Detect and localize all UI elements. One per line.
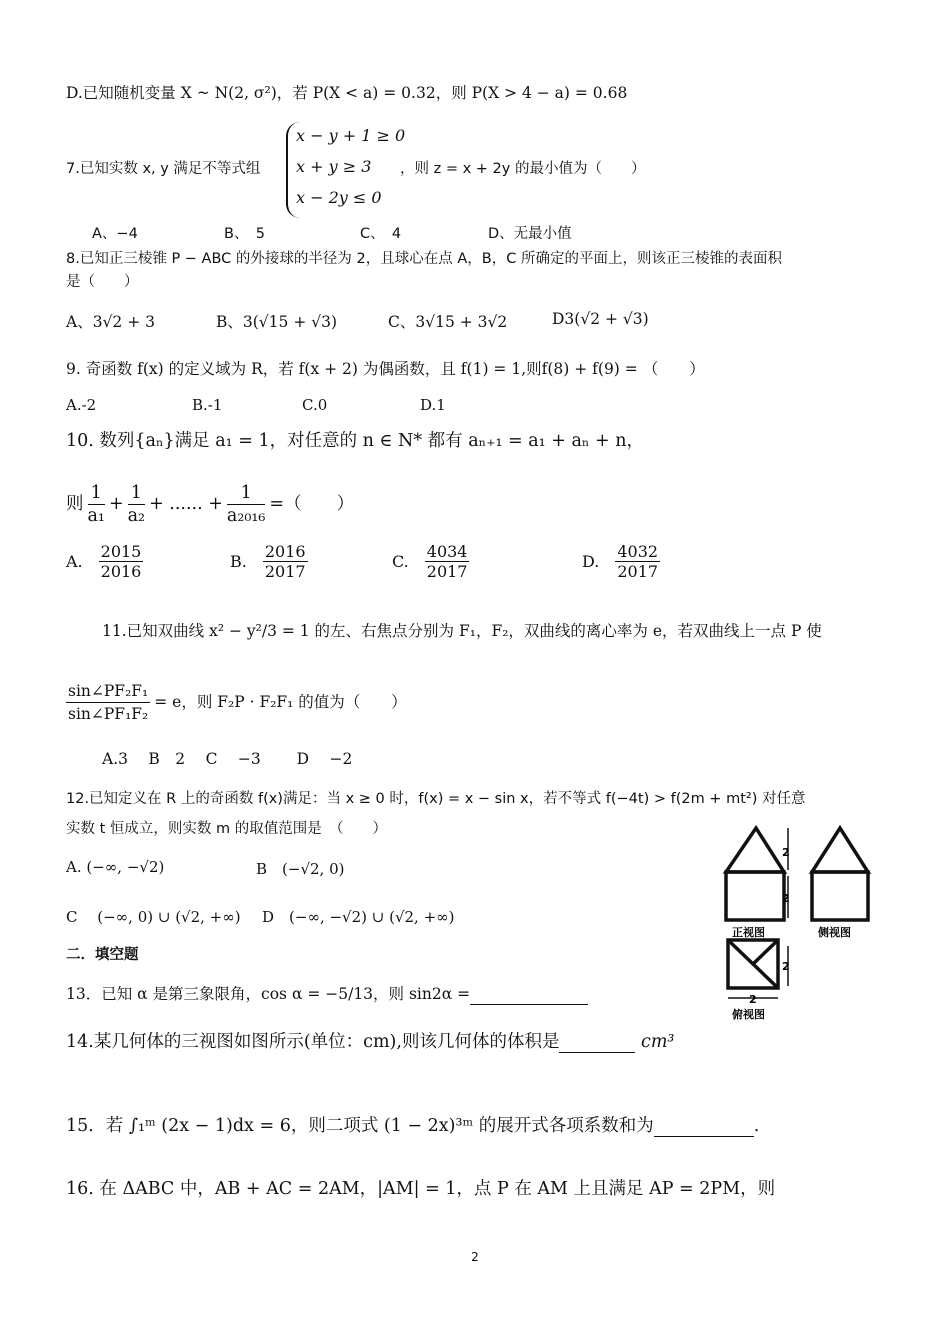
q6-option-d: D.已知随机变量 X ~ N(2, σ²)，若 P(X < a) = 0.32，则 P(X > 4 − a) = 0.68 xyxy=(66,84,628,102)
top-view-label: 俯视图 xyxy=(732,1008,765,1021)
q7-opt-a: A、−4 xyxy=(92,226,138,242)
q9-text: 9. 奇函数 f(x) 的定义域为 R，若 f(x + 2) 为偶函数，且 f(1) = 1,则f(8) + f(9) = （ ） xyxy=(66,360,705,378)
section-fill-in: 二．填空题 xyxy=(66,947,139,963)
q7-suffix: ，则 z = x + 2y 的最小值为（ ） xyxy=(400,161,646,177)
q10-frac-1: $\frac{1}{\text{a₁}}$ xyxy=(87,482,105,526)
q8-opt-c: C、3√15 + 3√2 xyxy=(388,313,508,331)
three-view-figure xyxy=(718,822,893,1032)
q11-line-2: $\frac{\text{sin∠PF₂F₁}}{\text{sin∠PF₁F₂}}$ = e，则 F₂P · F₂F₁ 的值为（ ） xyxy=(68,681,407,723)
q7-ineq-3: x − 2y ≤ 0 xyxy=(296,188,382,207)
front-view-roof xyxy=(726,828,784,872)
q10-opt-b: B. $\frac{2016}{2017}$ xyxy=(230,542,306,581)
q16-text: 16. 在 ΔABC 中，AB + AC = 2AM，|AM| = 1，点 P 在 AM 上且满足 AP = 2PM，则 xyxy=(66,1179,776,1199)
q8-opt-a: A、3√2 + 3 xyxy=(66,313,155,331)
q11-options: A.3 B 2 C −3 D −2 xyxy=(102,750,353,768)
q9-opt-c: C.0 xyxy=(302,396,328,414)
q7-prefix: 7.已知实数 x, y 满足不等式组 xyxy=(66,161,261,177)
dim-d: 2 xyxy=(749,993,757,1006)
q10-frac-3: $\frac{1}{\text{a₂₀₁₆}}$ xyxy=(226,482,266,526)
q15-text: 15．若 ∫₁ᵐ (2x − 1)dx = 6，则二项式 (1 − 2x)³ᵐ 的展开式各项系数和为 . xyxy=(66,1116,760,1136)
q10-opt-a: A. $\frac{2015}{2016}$ xyxy=(66,542,142,581)
q12-opt-a: A. (−∞, −√2) xyxy=(66,858,165,876)
q7-opt-c: C、 4 xyxy=(360,226,402,242)
q8-opt-d: D3(√2 + √3) xyxy=(552,310,649,328)
q9-opt-b: B.-1 xyxy=(192,396,223,414)
q8-opt-b: B、3(√15 + √3) xyxy=(216,313,338,331)
q12-opt-c: C (−∞, 0) ∪ (√2, +∞) xyxy=(66,908,241,926)
q11-frac: $\frac{\text{sin∠PF₂F₁}}{\text{sin∠PF₁F₂}}$ xyxy=(68,681,149,723)
q7-opt-b: B、 5 xyxy=(224,226,265,242)
q8-line-2: 是（ ） xyxy=(66,274,139,290)
q15-blank xyxy=(654,1114,754,1137)
q12-opt-d: D (−∞, −√2) ∪ (√2, +∞) xyxy=(262,908,455,926)
dim-c: 2 xyxy=(782,960,790,973)
q7-ineq-1: x − y + 1 ≥ 0 xyxy=(296,126,406,145)
dim-a: 2 xyxy=(782,846,790,859)
dim-b: 2 xyxy=(782,892,790,905)
q10-line-2: 则 $\frac{1}{\text{a₁}}$ + $\frac{1}{\text{a₂}}$ + ...... + $\frac{1}{\text{a₂₀₁₆}}$ =（ ） xyxy=(66,482,355,526)
front-view-label: 正视图 xyxy=(732,926,765,939)
top-view-inner xyxy=(753,940,778,964)
front-view-base xyxy=(726,872,784,920)
q14-blank xyxy=(559,1030,635,1053)
q13-blank xyxy=(470,982,588,1005)
q14-text: 14.某几何体的三视图如图所示(单位：cm),则该几何体的体积是 cm³ xyxy=(66,1032,675,1052)
q7-opt-d: D、无最小值 xyxy=(488,226,572,242)
side-view-label: 侧视图 xyxy=(818,926,851,939)
page-number: 2 xyxy=(471,1250,479,1264)
side-view-roof xyxy=(812,828,868,872)
q9-opt-d: D.1 xyxy=(420,396,446,414)
q13-text: 13．已知 α 是第三象限角，cos α = −5/13，则 sin2α = xyxy=(66,982,910,1005)
q9-opt-a: A.-2 xyxy=(66,396,97,414)
q10-line-1: 10. 数列{aₙ}满足 a₁ = 1，对任意的 n ∈ N* 都有 aₙ₊₁ = a₁ + aₙ + n， xyxy=(66,431,645,451)
q10-opt-d: D. $\frac{4032}{2017}$ xyxy=(582,542,659,581)
side-view-base xyxy=(812,872,868,920)
q10-frac-2: $\frac{1}{\text{a₂}}$ xyxy=(127,482,146,526)
q11-line-1: 11.已知双曲线 x² − y²/3 = 1 的左、右焦点分别为 F₁，F₂，双曲线的离心率为 e，若双曲线上一点 P 使 xyxy=(102,622,822,640)
q12-opt-b: B (−√2, 0) xyxy=(256,860,345,878)
q7-ineq-2: x + y ≥ 3 xyxy=(296,157,372,176)
q12-line-1: 12.已知定义在 R 上的奇函数 f(x)满足：当 x ≥ 0 时，f(x) = x − sin x，若不等式 f(−4t) > f(2m + mt²) 对任意 xyxy=(66,791,806,807)
q10-opt-c: C. $\frac{4034}{2017}$ xyxy=(392,542,468,581)
q8-line-1: 8.已知正三棱锥 P − ABC 的外接球的半径为 2，且球心在点 A，B，C 所确定的平面上，则该正三棱锥的表面积 xyxy=(66,251,782,267)
q12-line-2: 实数 t 恒成立，则实数 m 的取值范围是 （ ） xyxy=(66,821,387,837)
